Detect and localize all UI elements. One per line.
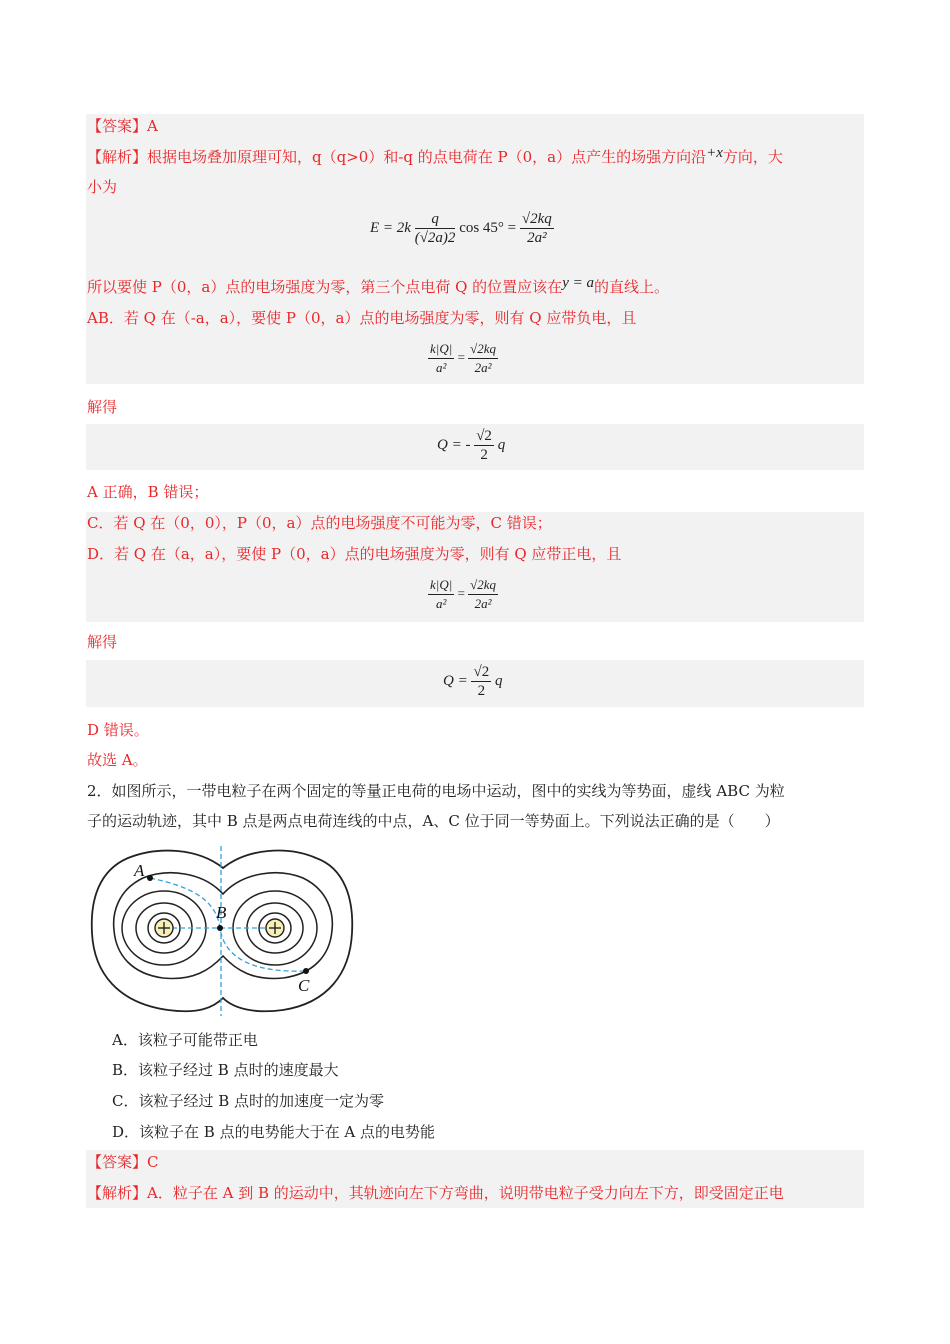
analysis-line-d: D．若 Q 在（a，a），要使 P（0，a）点的电场强度为零，则有 Q 应带正电，且 <box>87 545 622 563</box>
equipotential-2 <box>114 873 333 979</box>
analysis-line-4: AB．若 Q 在（-a，a），要使 P（0，a）点的电场强度为零，则有 Q 应带负电，且 <box>87 309 637 327</box>
question-2-line-1: 2．如图所示，一带电粒子在两个固定的等量正电荷的电场中运动，图中的实线为等势面，虚线 ABC 为粒 <box>87 782 785 800</box>
question-2-line-2: 子的运动轨迹，其中 B 点是两点电荷连线的中点，A、C 位于同一等势面上。下列说法正确的是（ ） <box>87 812 780 830</box>
final-choice: 故选 A。 <box>87 751 148 769</box>
solve-label-1: 解得 <box>87 398 118 416</box>
analysis-text: 根据电场叠加原理可知，q（q>0）和-q 的点电荷在 P（0，a）点产生的场强方向沿 <box>147 148 707 166</box>
point-b <box>217 925 223 931</box>
formula-balance-1: $\frac{k|Q|}{\text{a²}}$ = $\frac{√2kq}{\text{2a²}}$ <box>430 341 497 375</box>
positive-charge-left <box>155 919 173 937</box>
analysis-tail: 方向，大 <box>722 148 783 166</box>
formula-field-strength: E = 2k $\frac{q}{(√2a)2}$ cos 45° = $\frac{√2kq}{\text{2a²}}$ <box>370 211 552 246</box>
option-a[interactable]: A．该粒子可能带正电 <box>112 1031 258 1049</box>
conclusion-ab: A 正确，B 错误； <box>87 483 209 501</box>
solve-label-2: 解得 <box>87 633 118 651</box>
analysis-line-c: C．若 Q 在（0，0），P（0，a）点的电场强度不可能为零，C 错误； <box>87 514 552 532</box>
answer-line-2: 【答案】C <box>87 1153 159 1171</box>
answer-line-1: 【答案】A <box>87 117 158 135</box>
direction-x: +x <box>706 145 723 161</box>
analysis-line-2: 小为 <box>87 178 118 196</box>
analysis-text-2: A．粒子在 A 到 B 的运动中，其轨迹向左下方弯曲，说明带电粒子受力向左下方，即受固定正电 <box>147 1184 784 1202</box>
option-b[interactable]: B．该粒子经过 B 点时的速度最大 <box>112 1061 339 1079</box>
equipotential-outer <box>92 851 352 1012</box>
label-c: C <box>298 976 310 995</box>
label-a: A <box>134 861 145 880</box>
analysis-line-3: 所以要使 P（0，a）点的电场强度为零，第三个点电荷 Q 的位置应该在y = a的直线上。 <box>87 275 669 296</box>
formula-balance-2: $\frac{k|Q|}{\text{a²}}$ = $\frac{√2kq}{\text{2a²}}$ <box>430 577 497 611</box>
point-a <box>147 875 153 881</box>
formula-q-positive: Q = $\frac{√2}{2}$ q <box>443 664 503 699</box>
label-b: B <box>216 903 227 922</box>
equipotential-figure <box>88 838 358 1018</box>
point-c <box>303 968 309 974</box>
analysis-tag-2: 【解析】 <box>87 1184 148 1202</box>
line-equation: y = a <box>562 275 594 291</box>
conclusion-d: D 错误。 <box>87 721 149 739</box>
analysis-line-q2 <box>87 1183 784 1203</box>
analysis-line-1 <box>87 147 783 168</box>
option-d[interactable]: D．该粒子在 B 点的电势能大于在 A 点的电势能 <box>112 1123 435 1141</box>
positive-charge-right <box>266 919 284 937</box>
analysis-tag: 【解析】 <box>87 148 148 166</box>
option-c[interactable]: C．该粒子经过 B 点时的加速度一定为零 <box>112 1092 385 1110</box>
formula-q-negative: Q = - $\frac{√2}{2}$ q <box>437 428 506 463</box>
